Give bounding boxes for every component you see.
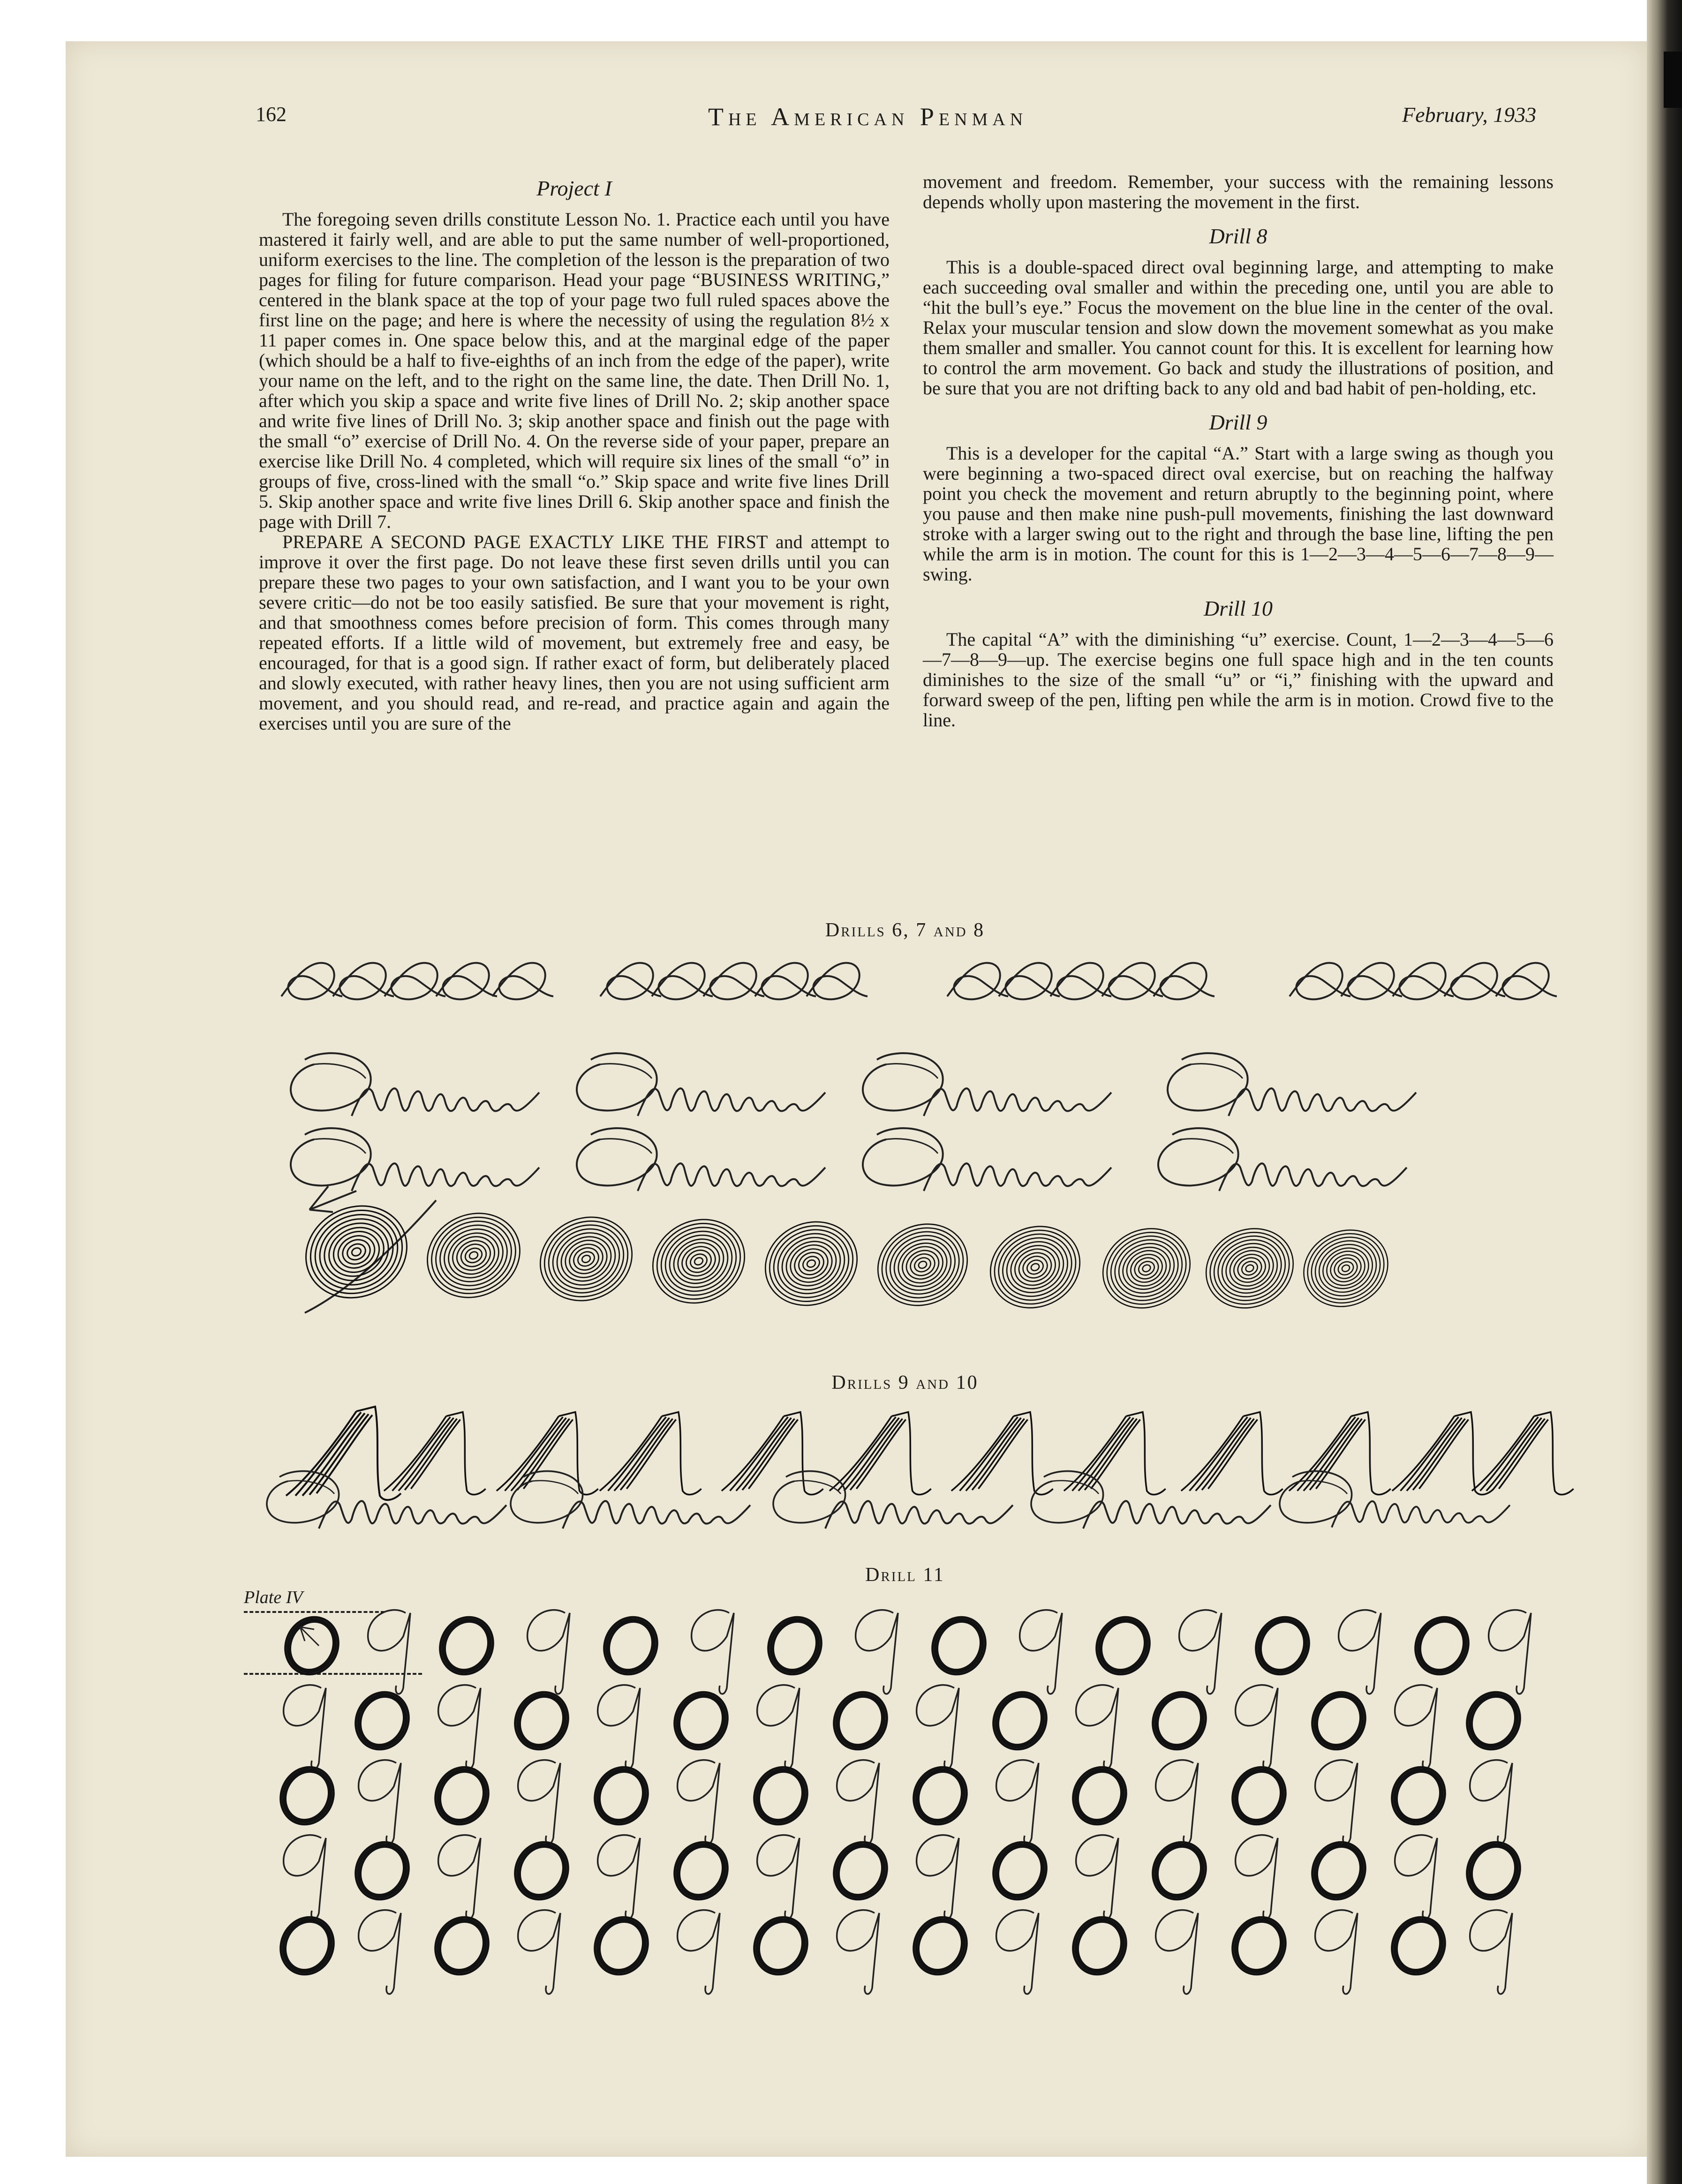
drill-7-o-u-row-2 bbox=[291, 1128, 1407, 1191]
drill-11-direction-arrow bbox=[300, 1627, 319, 1646]
drill-11-row-3 bbox=[272, 1759, 1512, 1844]
drill-8-text: This is a double-spaced direct oval beginning large, and attempting to make each succeeding oval smaller and within the preceding one, until you are able to “hit the bull’s eye.” Focus the movement on the blue line in the center of the oval. Relax your muscular tension and slow down the movement somewhat as you make them smaller and smaller. You cannot count for this. It is excellent for learning how to control the arm movement. Go back and study the illustrations of position, and be sure that you are not drifting back to any old and bad habit of pen-holding, etc. bbox=[923, 256, 1554, 399]
masthead-title: The American Penman bbox=[708, 103, 1028, 131]
drill-8-heading: Drill 8 bbox=[1209, 224, 1267, 248]
drill-7-o-u-row-1 bbox=[291, 1053, 1416, 1116]
continuation-paragraph: movement and freedom. Remember, your success with the remaining lessons depends wholly upon mastering the movement in the first. bbox=[923, 171, 1554, 212]
drill-8-spirals bbox=[291, 1186, 1400, 1322]
drill-10-text: The capital “A” with the diminishing “u” exercise. Count, 1—2—3—4—5—6—7—8—9—up. The exercise begins one full space high and in the ten counts diminishes to the size of the small “u” or “i,” finishing with the upward and forward sweep of the pen, lifting pen while the arm is in motion. Crowd five to the line. bbox=[923, 629, 1554, 731]
project-paragraph-1: The foregoing seven drills constitute Lesson No. 1. Practice each until you have mastered it fairly well, and are able to put the same number of well-proportioned, uniform exercises to the line. The completion of the lesson is the preparation of two pages for filing for future comparison. Head your page “BUSINESS WRITING,” centered in the blank space at the top of your page two full ruled spaces above the first line on the page; and here is where the necessity of using the regulation 8½ x 11 paper comes in. One space below this, and at the marginal edge of the paper (which should be a half to five-eighths of an inch from the edge of the paper), write your name on the left, and to the right on the same line, the date. Then Drill No. 1, after which you skip a space and write five lines of Drill No. 2; skip another space and write five lines of Drill No. 3; skip another space and finish out the page with the small “o” exercise of Drill No. 4. On the reverse side of your paper, prepare an exercise like Drill No. 4 completed, which will require six lines of the small “o” in groups of five, cross-lined with the small “o.” Skip space and write five lines Drill 5. Skip another space and write five lines Drill 6. Skip another space and finish the page with Drill 7. bbox=[259, 209, 890, 532]
drill-9-text: This is a developer for the capital “A.” Start with a large swing as though you were beginning a two-spaced direct oval exercise, but on reaching the halfway point you check the movement and return abruptly to the beginning point, where you pause and then make nine push-pull movements, finishing the last downward stroke with a larger swing out to the right and through the base line, lifting the pen while the arm is in motion. The count for this is 1—2—3—4—5—6—7—8—9—swing. bbox=[923, 443, 1554, 585]
drill-11-row-2 bbox=[284, 1684, 1529, 1769]
drill-9-heading: Drill 9 bbox=[1209, 410, 1267, 434]
drill-11-row-1 bbox=[276, 1609, 1531, 1694]
caption-drills-9-10: Drills 9 and 10 bbox=[831, 1372, 979, 1393]
project-paragraph-2: PREPARE A SECOND PAGE EXACTLY LIKE THE FIRST and attempt to improve it over the first page. Do not leave these first seven drills until you can prepare these two pages to your own satisfaction, and I want you to be your own severe critic—do not be too easily satisfied. Be sure that your movement is right, and that smoothness comes before precision of form. This comes through many repeated efforts. If a little wild of movement, but extremely free and easy, be encouraged, for that is a good sign. If rather exact of form, but deliberately placed and slowly executed, with rather heavy lines, then you are not using sufficient arm movement, and you should read, and re-read, and practice again and again the exercises until you are sure of the bbox=[259, 531, 890, 734]
project-heading: Project I bbox=[536, 176, 612, 200]
drill-9-capital-a-row bbox=[286, 1407, 1574, 1500]
drill-6-loops bbox=[281, 963, 1557, 1000]
drill-10-heading: Drill 10 bbox=[1204, 596, 1273, 620]
plate-label: Plate IV bbox=[244, 1588, 303, 1607]
caption-drills-6-7-8: Drills 6, 7 and 8 bbox=[825, 919, 985, 941]
issue-date: February, 1933 bbox=[1402, 103, 1537, 127]
page-number: 162 bbox=[256, 103, 287, 126]
caption-drill-11: Drill 11 bbox=[865, 1564, 945, 1586]
drill-11-row-4 bbox=[284, 1834, 1529, 1919]
drill-11-row-5 bbox=[272, 1909, 1512, 1994]
